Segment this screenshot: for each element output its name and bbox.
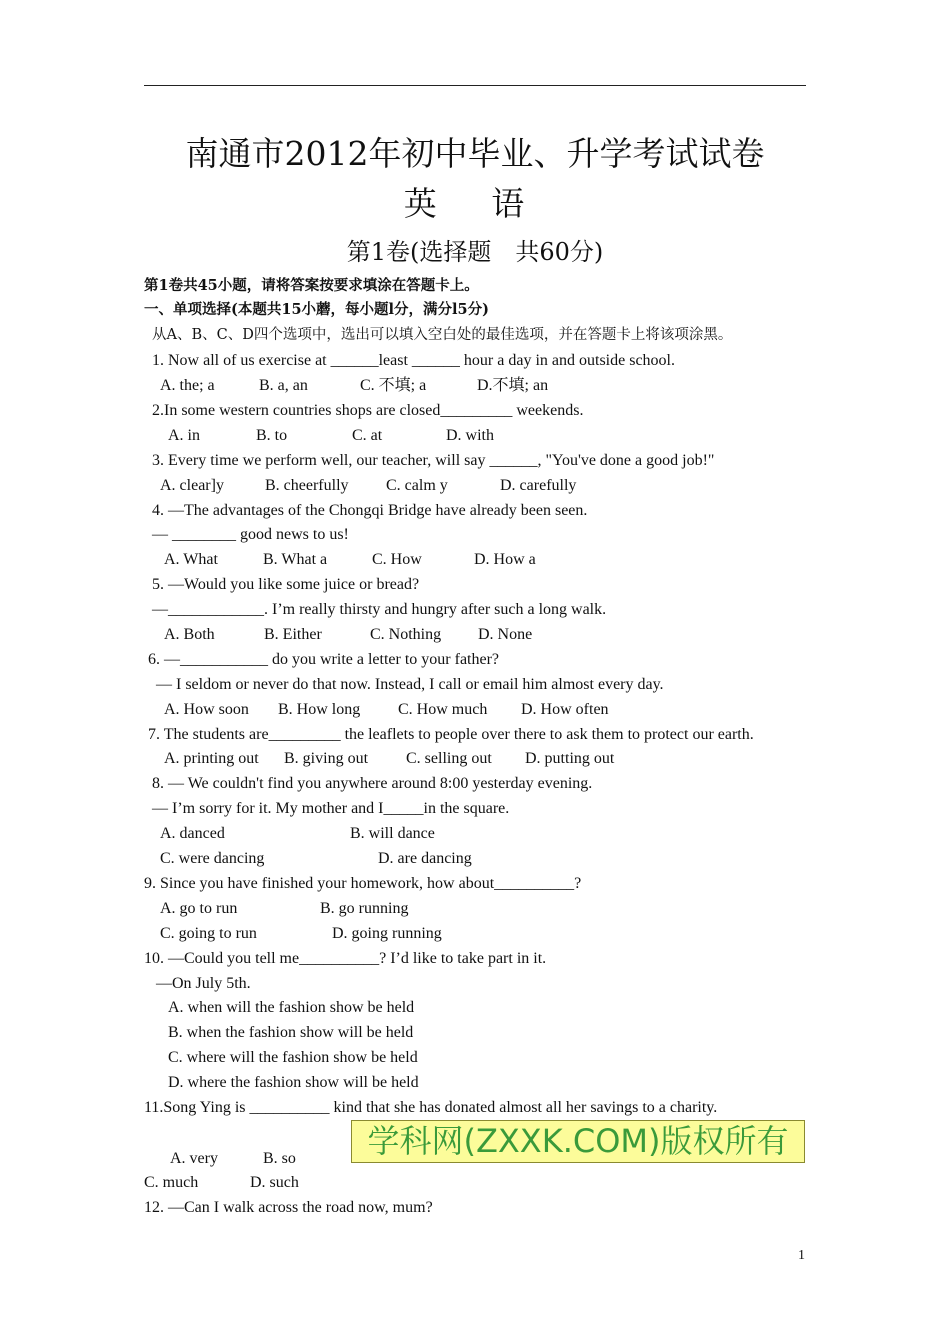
q9-option-b: B. go running: [320, 900, 409, 917]
part-heading: 一、单项选择(本题共15小蘑，每小题l分，满分l5分): [144, 301, 490, 318]
question-10-stem: 10. —Could you tell me__________? I’d like to take part in it.: [144, 950, 547, 967]
q7-option-b: B. giving out: [284, 750, 369, 767]
q10-option-d: D. where the fashion show will be held: [168, 1074, 419, 1091]
question-4-stem: 4. —The advantages of the Chongqi Bridge have already been seen.: [152, 502, 588, 519]
question-6-response: — I seldom or never do that now. Instead, I call or email him almost every day.: [156, 676, 664, 693]
q8-option-a: A. danced: [160, 825, 225, 842]
question-4-response: — ________ good news to us!: [152, 526, 349, 543]
q11-option-c: C. much: [144, 1174, 199, 1191]
q4-option-c: C. How: [372, 551, 422, 568]
question-5-response: —____________. I’m really thirsty and hungry after such a long walk.: [152, 601, 607, 618]
question-5-stem: 5. —Would you like some juice or bread?: [152, 576, 420, 593]
question-3-stem: 3. Every time we perform well, our teacher, will say ______, "You've done a good job!": [152, 452, 715, 469]
q5-option-b: B. Either: [264, 626, 322, 643]
q2-option-b: B. to: [256, 427, 288, 444]
question-10-response: —On July 5th.: [156, 975, 251, 992]
q6-option-c: C. How much: [398, 701, 488, 718]
q7-option-c: C. selling out: [406, 750, 492, 767]
q10-option-c: C. where will the fashion show be held: [168, 1049, 418, 1066]
q6-option-d: D. How often: [521, 701, 609, 718]
question-8-response: — I’m sorry for it. My mother and I_____in the square.: [152, 800, 510, 817]
q8-option-b: B. will dance: [350, 825, 435, 842]
q3-option-b: B. cheerfully: [265, 477, 349, 494]
q3-option-a: A. clear]y: [160, 477, 224, 494]
volume-note: 第1卷共45小题，请将答案按要求填涂在答题卡上。: [144, 277, 479, 294]
q9-option-d: D. going running: [332, 925, 442, 942]
q8-option-c: C. were dancing: [160, 850, 265, 867]
question-11-stem: 11.Song Ying is __________ kind that she has donated almost all her savings to a charity.: [144, 1099, 718, 1116]
q11-option-a: A. very: [170, 1150, 218, 1167]
question-12-stem: 12. —Can I walk across the road now, mum?: [144, 1199, 433, 1216]
q2-option-d: D. with: [446, 427, 494, 444]
question-9-stem: 9. Since you have finished your homework, how about__________?: [144, 875, 582, 892]
q1-option-c: C. 不填; a: [360, 377, 427, 394]
q6-option-b: B. How long: [278, 701, 361, 718]
q3-option-d: D. carefully: [500, 477, 577, 494]
q3-option-c: C. calm y: [386, 477, 448, 494]
q11-option-d: D. such: [250, 1174, 299, 1191]
q4-option-a: A. What: [164, 551, 218, 568]
question-2-stem: 2.In some western countries shops are closed_________ weekends.: [152, 402, 584, 419]
section-title: 第1卷(选择题 共60分): [346, 238, 604, 266]
q1-option-b: B. a, an: [259, 377, 308, 394]
q7-option-d: D. putting out: [525, 750, 615, 767]
q4-option-b: B. What a: [263, 551, 328, 568]
q1-option-a: A. the; a: [160, 377, 215, 394]
watermark-banner: 学科网(ZXXK.COM)版权所有: [351, 1120, 805, 1163]
exam-title: 南通市2012年初中毕业、升学考试试卷: [185, 134, 765, 173]
q7-option-a: A. printing out: [164, 750, 259, 767]
question-7-stem: 7. The students are_________ the leaflets to people over there to ask them to protect our earth.: [148, 726, 754, 743]
q4-option-d: D. How a: [474, 551, 536, 568]
subject-title: 英 语: [403, 184, 547, 223]
question-6-stem: 6. —___________ do you write a letter to your father?: [148, 651, 500, 668]
q9-option-c: C. going to run: [160, 925, 257, 942]
question-8-stem: 8. — We couldn't find you anywhere around 8:00 yesterday evening.: [152, 775, 593, 792]
top-rule: [144, 85, 806, 86]
question-1-stem: 1. Now all of us exercise at ______least ______ hour a day in and outside school.: [152, 352, 675, 369]
q6-option-a: A. How soon: [164, 701, 249, 718]
q10-option-a: A. when will the fashion show be held: [168, 999, 415, 1016]
q10-option-b: B. when the fashion show will be held: [168, 1024, 414, 1041]
q5-option-d: D. None: [478, 626, 533, 643]
q11-option-b: B. so: [263, 1150, 296, 1167]
q2-option-a: A. in: [168, 427, 200, 444]
instruction: 从A、B、C、D四个选项中，选出可以填入空白处的最佳选项，并在答题卡上将该项涂黑。: [152, 327, 733, 343]
q5-option-a: A. Both: [164, 626, 215, 643]
q9-option-a: A. go to run: [160, 900, 238, 917]
q8-option-d: D. are dancing: [378, 850, 472, 867]
q1-option-d: D.不填; an: [477, 377, 549, 394]
page-number: 1: [798, 1248, 805, 1263]
q5-option-c: C. Nothing: [370, 626, 442, 643]
q2-option-c: C. at: [352, 427, 383, 444]
